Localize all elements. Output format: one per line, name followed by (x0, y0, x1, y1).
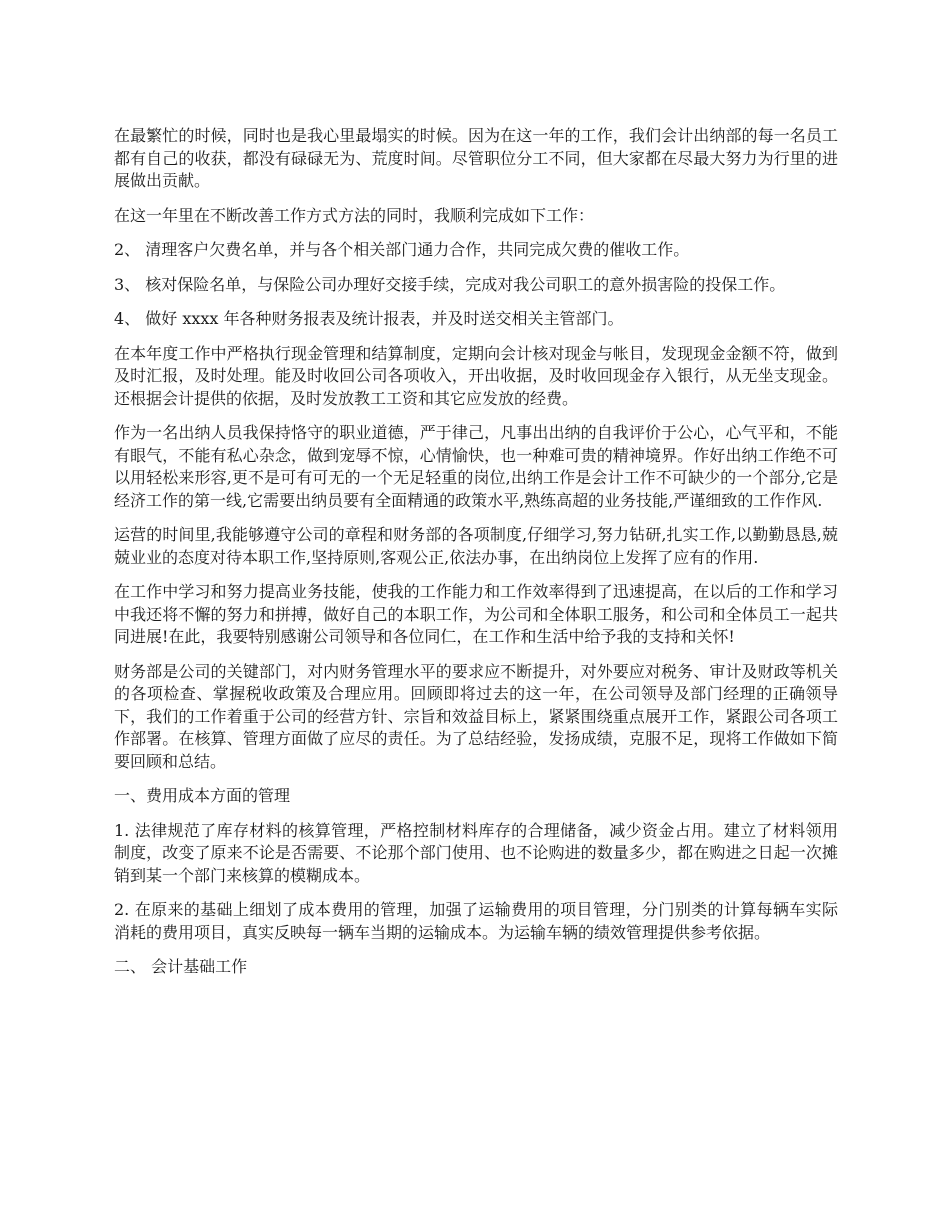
list-item: 3、 核对保险名单，与保险公司办理好交接手续，完成对我公司职工的意外损害险的投保工作。 (114, 274, 786, 294)
list-item: 1. 法律规范了库存材料的核算管理，严格控制材料库存的合理储备，减少资金占用。建立了材料领用制度，改变了原来不论是否需要、不论那个部门使用、也不论购进的数量多少，都在购进之日起一次摊销到某一个部门来核算的模糊成本。 (114, 820, 838, 885)
paragraph: 运营的时间里,我能够遵守公司的章程和财务部的各项制度,仔细学习,努力钻研,扎实工作,以勤勤恳恳,兢兢业业的态度对待本职工作,坚持原则,客观公正,依法办事，在出纳岗位上发挥了应有的作用. (114, 525, 838, 567)
paragraph: 在最繁忙的时候，同时也是我心里最塌实的时候。因为在这一年的工作，我们会计出纳部的每一名员工都有自己的收获，都没有碌碌无为、荒度时间。尽管职位分工不同，但大家都在尽最大努力为行里的进展做出贡献。 (114, 126, 838, 190)
paragraph: 在工作中学习和努力提高业务技能，使我的工作能力和工作效率得到了迅速提高，在以后的工作和学习中我还将不懈的努力和拼搏，做好自己的本职工作，为公司和全体职工服务，和公司和全体员工一起共同进展!在此，我要特别感谢公司领导和各位同仁，在工作和生活中给予我的支持和关怀! (114, 582, 838, 646)
paragraph: 在这一年里在不断改善工作方式方法的同时，我顺利完成如下工作： (114, 205, 595, 225)
paragraph: 在本年度工作中严格执行现金管理和结算制度，定期向会计核对现金与帐目，发现现金金额不符，做到及时汇报，及时处理。能及时收回公司各项收入，开出收据，及时收回现金存入银行，从无坐支现金。还根据会计提供的依据，及时发放教工工资和其它应发放的经费。 (114, 343, 838, 408)
paragraph: 作为一名出纳人员我保持恪守的职业道德，严于律己，凡事出出纳的自我评价于公心，心气平和，不能有眼气，不能有私心杂念，做到宠辱不惊，心情愉快，也一种难可贵的精神境界。作好出纳工作绝不可以用轻松来形容,更不是可有可无的一个无足轻重的岗位,出纳工作是会计工作不可缺少的一个部分,它是经济工作的第一线,它需要出纳员要有全面精通的政策水平,熟练高超的业务技能,严谨细致的工作作风. (114, 423, 838, 510)
list-item: 4、 做好 xxxx 年各种财务报表及统计报表，并及时送交相关主管部门。 (114, 309, 624, 328)
document-body (114, 125, 838, 991)
section-heading: 二、 会计基础工作 (114, 957, 248, 976)
list-item: 2、 清理客户欠费名单，并与各个相关部门通力合作，共同完成欠费的催收工作。 (114, 240, 690, 259)
paragraph: 财务部是公司的关键部门，对内财务管理水平的要求应不断提升，对外要应对税务、审计及财政等机关的各项检查、掌握税收政策及合理应用。回顾即将过去的这一年，在公司领导及部门经理的正确领导下，我们的工作着重于公司的经营方针、宗旨和效益目标上，紧紧围绕重点展开工作，紧跟公司各项工作部署。在核算、管理方面做了应尽的责任。为了总结经验，发扬成绩，克服不足，现将工作做如下简要回顾和总结。 (114, 661, 838, 771)
list-item: 2. 在原来的基础上细划了成本费用的管理，加强了运输费用的项目管理，分门别类的计算每辆车实际消耗的费用项目，真实反映每一辆车当期的运输成本。为运输车辆的绩效管理提供参考依据。 (114, 900, 838, 942)
section-heading: 一、费用成本方面的管理 (114, 786, 291, 805)
